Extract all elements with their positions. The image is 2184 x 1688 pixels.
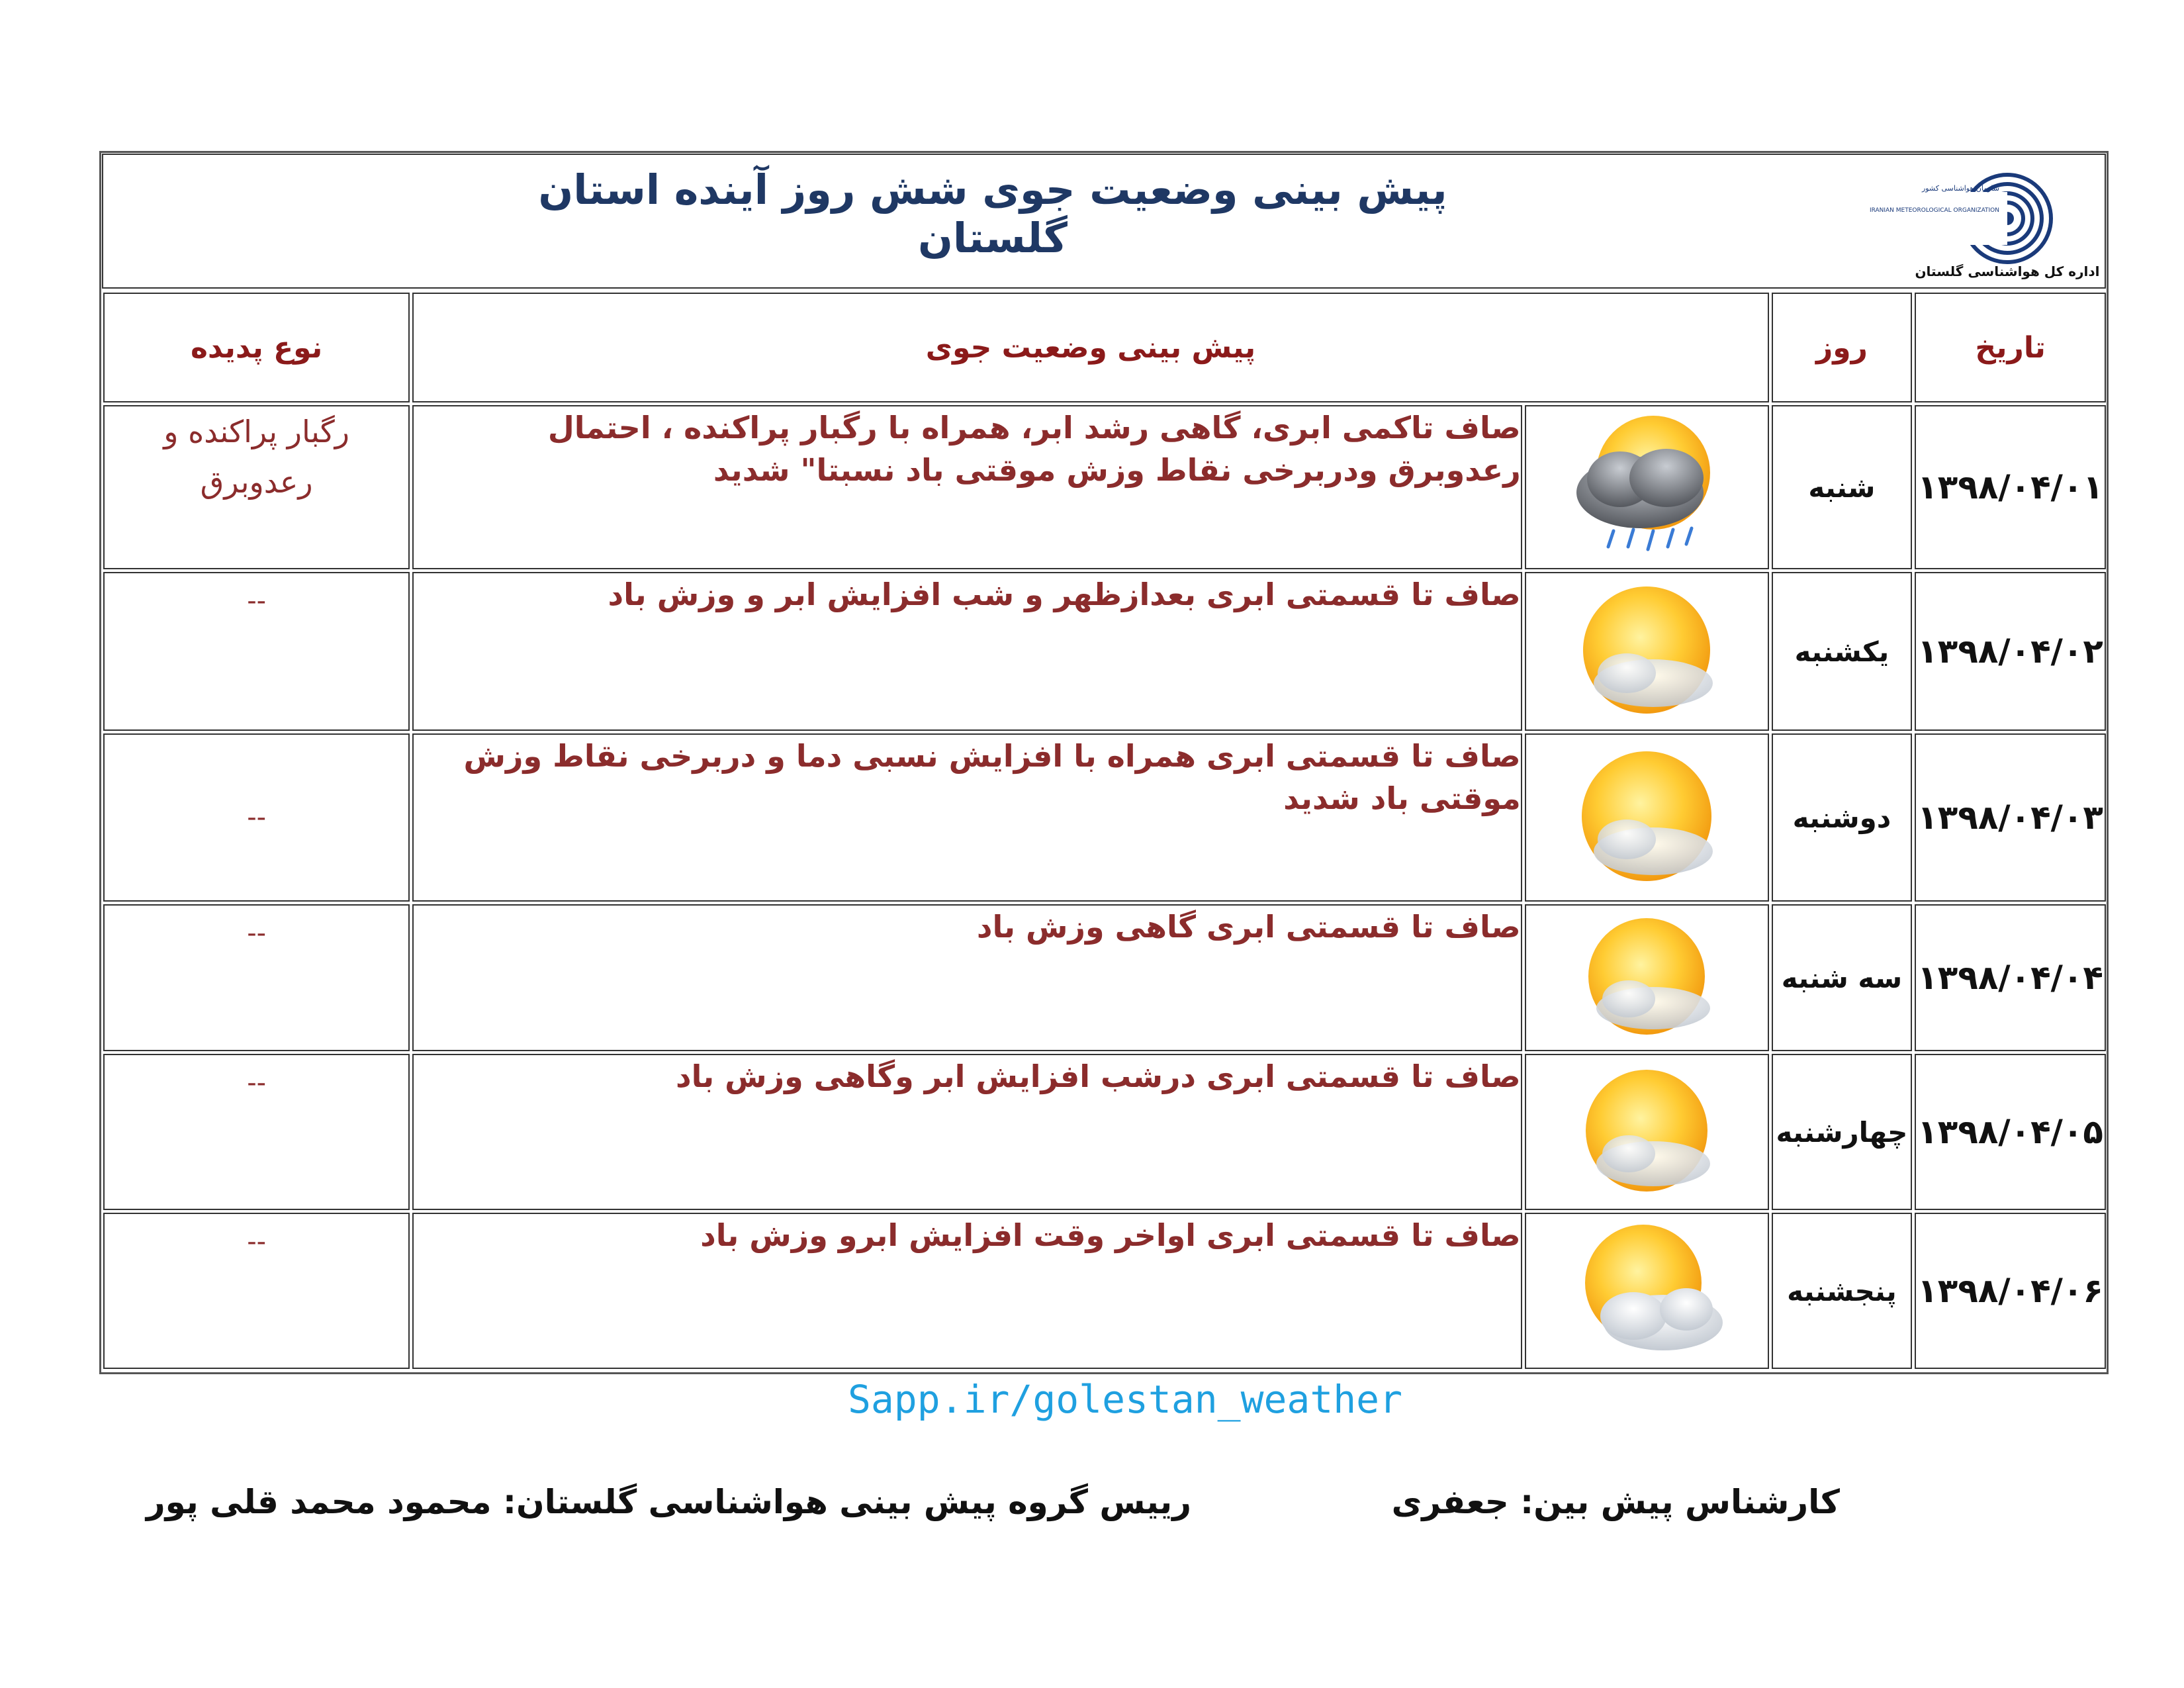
table-header-row <box>103 293 2106 402</box>
row-date: ۱۳۹۸/۰۴/۰۳ <box>1915 733 2106 902</box>
row-day: سه شنبه <box>1772 904 1913 1051</box>
header-date: تاریخ <box>1915 293 2106 402</box>
header-event: نوع پدیده <box>103 293 410 402</box>
row-day: دوشنبه <box>1772 733 1913 902</box>
page-title: پیش بینی وضعیت جوی شش روز آینده استان گلستان <box>538 165 1447 262</box>
row-date: ۱۳۹۸/۰۴/۰۲ <box>1915 572 2106 731</box>
row-event: -- <box>103 904 410 1051</box>
row-day: چهارشنبه <box>1772 1054 1913 1210</box>
row-date: ۱۳۹۸/۰۴/۰۱ <box>1915 405 2106 569</box>
header-forecast: پیش بینی وضعیت جوی <box>412 293 1768 402</box>
row-date: ۱۳۹۸/۰۴/۰۵ <box>1915 1054 2106 1210</box>
row-event: رگبار پراکنده و رعدوبرق <box>103 405 410 569</box>
row-description: صاف تا قسمتی ابری اواخر وقت افزایش ابرو وزش باد <box>412 1213 1522 1369</box>
cloud-rain-icon <box>1525 405 1769 569</box>
row-description: صاف تا قسمتی ابری درشب افزایش ابر وگاهی وزش باد <box>412 1054 1522 1210</box>
logo-text-en: IRANIAN METEOROLOGICAL ORGANIZATION <box>1869 207 1999 214</box>
row-day: پنجشنبه <box>1772 1213 1913 1369</box>
row-description: صاف تاکمی ابری، گاهی رشد ابر، همراه با رگبار پراکنده ، احتمال رعدوبرق ودربرخی نقاط وزش موقتی باد نسبتا" شدید <box>412 405 1522 569</box>
sun-cloud-icon <box>1525 1213 1769 1369</box>
forecaster-signature: کارشناس پیش بین: جعفری <box>1391 1483 1840 1521</box>
row-day: یکشنبه <box>1772 572 1913 731</box>
row-event: -- <box>103 1213 410 1369</box>
row-description: صاف تا قسمتی ابری همراه با افزایش نسبی دما و دربرخی نقاط وزش موقتی باد شدید <box>412 733 1522 902</box>
table-row <box>103 733 2106 902</box>
header-day: روز <box>1772 293 1913 402</box>
sun-cloud-icon <box>1525 572 1769 731</box>
row-event: -- <box>103 572 410 731</box>
table-row <box>103 1213 2106 1369</box>
group-head-signature: رییس گروه پیش بینی هواشناسی گلستان: محمود محمد قلی پور <box>146 1483 1191 1521</box>
table-row <box>103 572 2106 731</box>
table-row <box>103 405 2106 569</box>
sun-cloud-icon <box>1525 1054 1769 1210</box>
logo-text-top: سازمان هواشناسی کشور <box>1921 184 1999 193</box>
row-description: صاف تا قسمتی ابری گاهی وزش باد <box>412 904 1522 1051</box>
row-day: شنبه <box>1772 405 1913 569</box>
row-event: -- <box>103 733 410 902</box>
row-description: صاف تا قسمتی ابری بعدازظهر و شب افزایش ابر و وزش باد <box>412 572 1522 731</box>
sun-cloud-icon <box>1525 733 1769 902</box>
row-date: ۱۳۹۸/۰۴/۰۴ <box>1915 904 2106 1051</box>
row-event: -- <box>103 1054 410 1210</box>
forecast-table <box>101 290 2109 1372</box>
table-row <box>103 1054 2106 1210</box>
table-row <box>103 904 2106 1051</box>
sun-cloud-icon <box>1525 904 1769 1051</box>
row-date: ۱۳۹۸/۰۴/۰۶ <box>1915 1213 2106 1369</box>
telegram-link[interactable]: Sapp.ir/golestan_weather <box>847 1377 1403 1422</box>
logo-caption: اداره کل هواشناسی گلستان <box>1915 263 2100 279</box>
